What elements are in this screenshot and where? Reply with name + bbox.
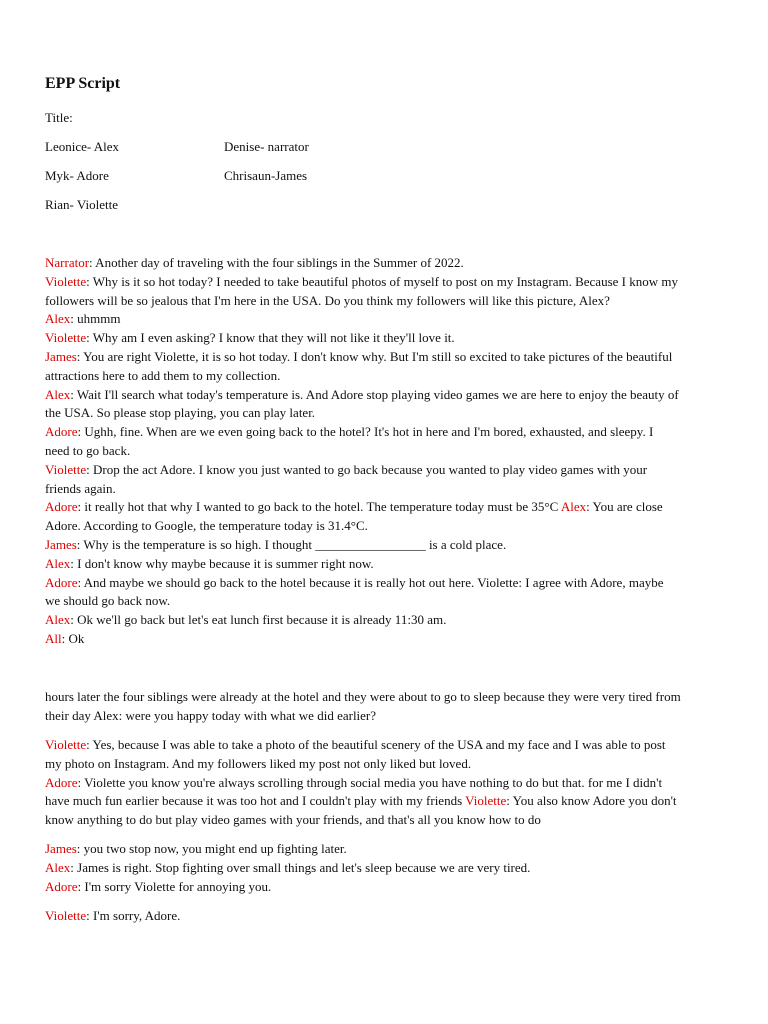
script-line: [45, 480, 735, 499]
speaker-name: Alex: [560, 499, 587, 515]
script-section-2: [45, 736, 735, 830]
speaker-name: Adore: [45, 878, 78, 894]
speaker-name: Violette: [465, 793, 507, 809]
script-line: [45, 404, 735, 423]
dialogue-text: : Wait I'll search what today's temperature is. And Adore stop playing video games we are here to enjoy the beauty of: [70, 386, 679, 402]
dialogue-text: the USA. So please stop playing, you can play later.: [45, 405, 316, 421]
speaker-name: Alex: [45, 612, 71, 628]
dialogue-text: : You are right Violette, it is so hot today. I don't know why. But I'm still so excited to take pictures of the beautiful: [76, 348, 673, 364]
script-line: [45, 774, 735, 793]
dialogue-text: : Violette you know you're always scrolling through social media you have nothing to do but that. for me I didn't: [77, 774, 663, 790]
script-line: [45, 907, 735, 926]
dialogue-text: : it really hot that why I wanted to go back to the hotel. The temperature today must be 35°C: [77, 499, 561, 515]
script-line: [45, 611, 735, 630]
dialogue-text: attractions here to add them to my collection.: [45, 367, 281, 383]
dialogue-text: : Why is it so hot today? I needed to take beautiful photos of myself to post on my Instagram. Because I know my: [86, 273, 678, 289]
script-line: [45, 386, 735, 405]
speaker-name: James: [45, 536, 77, 552]
script-section-4: [45, 907, 735, 926]
speaker-name: Adore: [45, 774, 78, 790]
script-section-1: [45, 254, 735, 649]
cast-leonice: Leonice- Alex: [45, 139, 119, 154]
dialogue-text: : Ok we'll go back but let's eat lunch first because it is already 11:30 am.: [70, 612, 447, 628]
dialogue-text: my photo on Instagram. And my followers liked my post not only liked but loved.: [45, 755, 472, 771]
dialogue-text: followers will be so jealous that I'm here in the USA. Do you think my followers will like this picture, Alex?: [45, 292, 610, 308]
dialogue-text: have much fun earlier because it was too hot and I couldn't play with my friends: [45, 793, 466, 809]
speaker-name: James: [45, 348, 77, 364]
dialogue-text: : Ok: [61, 630, 85, 646]
script-line: [45, 859, 735, 878]
dialogue-text: need to go back.: [45, 442, 131, 458]
speaker-name: Adore: [45, 424, 78, 440]
script-line: [45, 273, 735, 292]
dialogue-text: : I don't know why maybe because it is summer right now.: [70, 555, 374, 571]
dialogue-text: : Ughh, fine. When are we even going back to the hotel? It's hot in here and I'm bored, exhausted, and sleepy. I: [77, 424, 654, 440]
script-line: [45, 878, 735, 897]
script-line: [45, 755, 735, 774]
speaker-name: Alex: [45, 859, 71, 875]
dialogue-text: their day Alex: were you happy today with what we did earlier?: [45, 707, 377, 723]
cast-denise: Denise- narrator: [224, 139, 309, 154]
dialogue-text: : you two stop now, you might end up fighting later.: [76, 841, 347, 856]
dialogue-text: know anything to do but play video games with your friends, and that's all you know how to do: [45, 812, 541, 828]
script-line: [45, 811, 735, 830]
script-line: [45, 707, 735, 726]
script-line: [45, 292, 735, 311]
script-line: [45, 736, 735, 755]
dialogue-text: : Why is the temperature is so high. I thought _________________ is a cold place.: [76, 536, 507, 552]
script-line: [45, 688, 735, 707]
cast-myk: Myk- Adore: [45, 168, 109, 183]
script-section-3: [45, 840, 735, 896]
script-line: [45, 792, 735, 811]
speaker-name: Violette: [45, 273, 87, 289]
speaker-name: All: [45, 630, 62, 646]
speaker-name: Adore: [45, 499, 78, 515]
dialogue-text: : And maybe we should go back to the hotel because it is really hot out here. Violette: I agree with Adore, maybe: [77, 574, 664, 590]
script-line: [45, 630, 735, 649]
speaker-name: Alex: [45, 555, 71, 571]
speaker-name: Violette: [45, 908, 87, 923]
script-line: [45, 310, 735, 329]
speaker-name: Violette: [45, 330, 87, 346]
dialogue-text: : You also know Adore you don't: [506, 793, 677, 809]
script-line: [45, 461, 735, 480]
script-line: [45, 536, 735, 555]
dialogue-text: : Why am I even asking? I know that they will not like it they'll love it.: [86, 330, 455, 346]
speaker-name: Alex: [45, 311, 71, 327]
cast-chrisaun: Chrisaun-James: [224, 168, 308, 183]
speaker-name: Alex: [45, 386, 71, 402]
dialogue-text: hours later the four siblings were already at the hotel and they were about to go to sleep because they were very tired from: [45, 689, 681, 704]
script-line: [45, 592, 735, 611]
script-line: [45, 367, 735, 386]
script-line: [45, 254, 735, 273]
script-line: [45, 517, 735, 536]
title-label: Title:: [45, 110, 73, 125]
narration-section: [45, 688, 735, 726]
dialogue-text: : You are close: [586, 499, 663, 515]
cast-rian: Rian- Violette: [45, 197, 118, 212]
speaker-name: James: [45, 841, 77, 856]
script-line: [45, 840, 735, 859]
script-line: [45, 555, 735, 574]
dialogue-text: friends again.: [45, 480, 116, 496]
script-line: [45, 498, 735, 517]
script-line: [45, 574, 735, 593]
document-title: EPP Script: [45, 75, 121, 92]
script-line: [45, 348, 735, 367]
dialogue-text: we should go back now.: [45, 593, 171, 609]
dialogue-text: : I'm sorry Violette for annoying you.: [77, 878, 272, 894]
dialogue-text: : I'm sorry, Adore.: [86, 908, 181, 923]
dialogue-text: Adore. According to Google, the temperature today is 31.4°C.: [45, 518, 368, 534]
dialogue-text: : uhmmm: [70, 311, 121, 327]
script-line: [45, 329, 735, 348]
dialogue-text: : Another day of traveling with the four siblings in the Summer of 2022.: [89, 255, 464, 270]
dialogue-text: : Yes, because I was able to take a photo of the beautiful scenery of the USA and my face and I was able to post: [86, 737, 666, 752]
speaker-name: Narrator: [45, 255, 90, 270]
script-line: [45, 423, 735, 442]
script-line: [45, 442, 735, 461]
dialogue-text: : James is right. Stop fighting over small things and let's sleep because we are very tired.: [70, 859, 531, 875]
speaker-name: Violette: [45, 737, 87, 752]
speaker-name: Violette: [45, 461, 87, 477]
speaker-name: Adore: [45, 574, 78, 590]
dialogue-text: : Drop the act Adore. I know you just wanted to go back because you wanted to play video games with your: [86, 461, 648, 477]
